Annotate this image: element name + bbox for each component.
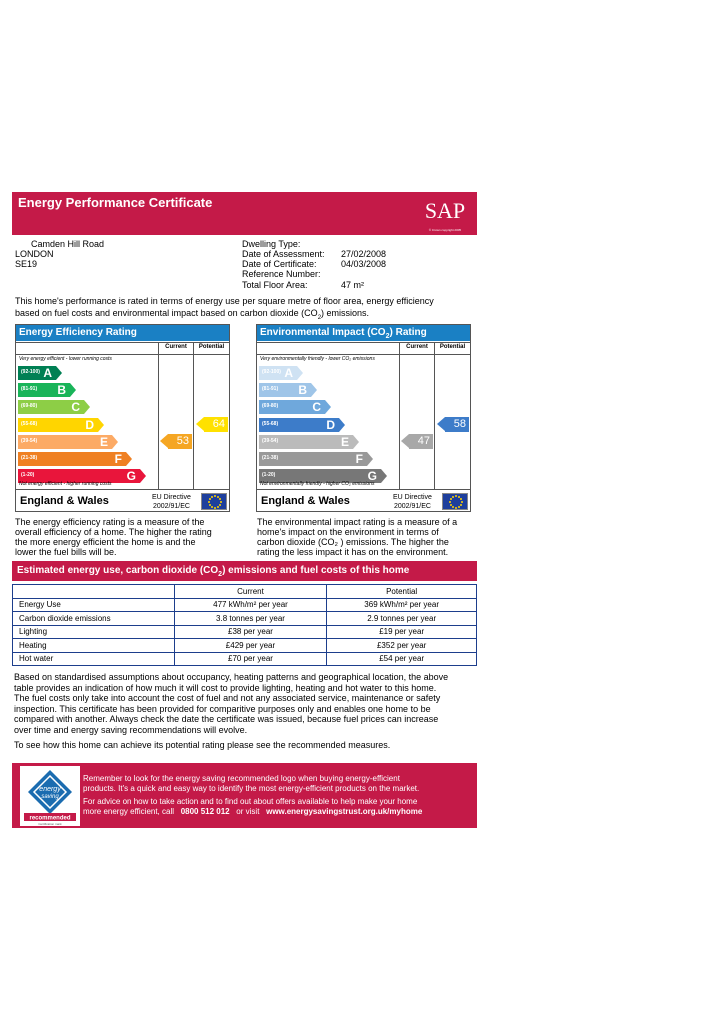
band-letter: C [71, 400, 80, 415]
environment-band-d [259, 418, 339, 432]
environment-explanation: The environmental impact rating is a measure of a home's impact on the environment in terms of carbon dioxide (CO₂ ) emissions. The higher the rating the less impact it has on the environment. [257, 517, 458, 557]
environment-band-a [259, 366, 297, 380]
assumptions-paragraph: Based on standardised assumptions about occupancy, heating patterns and geographical location, the above table provides an indication of how much it will cost to provide lighting, heating and hot water to this home. The fuel costs only take into account the cost of fuel and not any associated service, maintenance or safety inspection. This certificate has been provided for comparitive purposes only and enables one home to be compared with another. Always check the date the certificate was issued, because fuel prices can increase over time and energy saving recommendations will evolve. [14, 672, 449, 735]
band-letter: C [312, 400, 321, 415]
band-letter: B [57, 383, 66, 398]
certificate-title: Energy Performance Certificate [18, 195, 213, 210]
efficiency-potential-rating: 64 [204, 417, 228, 432]
band-letter: B [298, 383, 307, 398]
table-row: Heating £429 per year £352 per year [13, 639, 477, 653]
energy-saving-recommended-logo [20, 766, 80, 826]
band-range: (55-68) [21, 420, 38, 427]
certificate-date-value: 04/03/2008 [341, 259, 387, 269]
sap-logo-text: SAP [424, 198, 466, 223]
efficiency-eu-directive: EU Directive 2002/91/EC [152, 494, 191, 510]
efficiency-region: England & Wales [20, 495, 109, 507]
certificate-date-label: Date of Certificate: [242, 259, 317, 269]
table-row: Energy Use 477 kWh/m² per year 369 kWh/m² per year [13, 598, 477, 612]
band-letter: F [114, 452, 122, 466]
band-range: (39-54) [21, 437, 38, 444]
environment-bottom-note: Not environmentally friendly - higher CO₂ emissions [260, 481, 375, 487]
banner-line1: Remember to look for the energy saving recommended logo when buying energy-efficient [83, 774, 400, 783]
band-letter: D [85, 417, 94, 432]
dwelling-type-label: Dwelling Type: [242, 239, 301, 249]
efficiency-band-a [18, 366, 56, 380]
energy-efficiency-title: Energy Efficiency Rating [16, 325, 229, 341]
logo-word-saving: saving [41, 794, 59, 800]
logo-caption: Certification mark [38, 822, 62, 826]
table-header: Current [174, 585, 327, 599]
eu-flag-icon [201, 493, 227, 510]
banner-line3: For advice on how to take action and to find out about offers available to help make your home [83, 797, 418, 806]
environment-band-b [259, 383, 311, 397]
efficiency-current-rating: 53 [168, 434, 192, 449]
address-line2: LONDON [15, 249, 54, 259]
band-range: (92-100) [21, 369, 40, 375]
assessment-date-value: 27/02/2008 [341, 249, 387, 259]
table-row: Hot water £70 per year £54 per year [13, 652, 477, 666]
band-letter: D [326, 417, 335, 432]
energy-efficiency-panel [15, 324, 230, 512]
estimated-costs-title: Estimated energy use, carbon dioxide $(CO_2)$ emissions and fuel costs of this home [12, 561, 477, 581]
environment-current-header: Current [406, 344, 428, 350]
band-range: (1-20) [21, 472, 35, 479]
environment-current-rating: 47 [409, 434, 433, 449]
environment-potential-header: Potential [439, 344, 466, 350]
efficiency-potential-header: Potential [198, 344, 225, 350]
band-range: (92-100) [262, 369, 281, 375]
certificate-header [12, 192, 477, 235]
band-range: (69-80) [21, 403, 38, 410]
sap-logo-caption: © Crown copyright 2005 [428, 228, 462, 232]
environment-potential-rating: 58 [445, 417, 469, 432]
band-letter: A [43, 366, 52, 380]
table-header: Potential [327, 585, 477, 599]
efficiency-band-b [18, 383, 70, 397]
banner-line2: products. It's a quick and easy way to identify the most energy-efficient products on the market. [83, 784, 420, 793]
band-range: (1-20) [262, 472, 276, 479]
energy-saving-banner [12, 763, 477, 828]
environment-band-c [259, 400, 325, 414]
address-line3: SE19 [15, 259, 38, 269]
environment-band-e [259, 435, 353, 449]
efficiency-current-header: Current [165, 344, 187, 350]
environment-band-f [259, 452, 367, 466]
sap-logo [417, 198, 473, 232]
see-recommendations-text: To see how this home can achieve its potential rating please see the recommended measures. [14, 740, 391, 750]
environment-region: England & Wales [261, 495, 350, 507]
environmental-impact-title: Environmental Impact $(CO_2)$ Rating [257, 325, 470, 341]
banner-line4: more energy efficient, call 0800 512 012 or visit www.energysavingstrust.org.uk/myhome [83, 807, 423, 816]
table-row: Lighting £38 per year £19 per year [13, 625, 477, 639]
band-range: (21-38) [262, 455, 279, 461]
reference-number-label: Reference Number: [242, 269, 321, 279]
efficiency-band-e [18, 435, 112, 449]
intro-line1: This home's performance is rated in terms of energy use per square metre of floor area, energy efficiency [15, 296, 434, 306]
band-range: (81-91) [262, 386, 279, 393]
floor-area-label: Total Floor Area: [242, 280, 308, 290]
environment-eu-directive: EU Directive 2002/91/EC [393, 494, 432, 510]
efficiency-band-f [18, 452, 126, 466]
efficiency-band-d [18, 418, 98, 432]
eu-flag-icon [442, 493, 468, 510]
band-range: (55-68) [262, 420, 279, 427]
assessment-date-label: Date of Assessment: [242, 249, 325, 259]
band-letter: A [284, 366, 293, 380]
logo-label: recommended [29, 815, 71, 822]
logo-word-energy: energy [39, 786, 61, 793]
environment-top-note: Very environmentally friendly - lower CO₂ emissions [260, 356, 375, 362]
band-letter: G [126, 469, 136, 484]
band-range: (69-80) [262, 403, 279, 410]
environmental-impact-panel [256, 324, 471, 512]
table-row: Carbon dioxide emissions 3.8 tonnes per year 2.9 tonnes per year [13, 612, 477, 626]
address-line1: Camden Hill Road [31, 239, 105, 249]
table-header [13, 585, 175, 599]
efficiency-band-c [18, 400, 84, 414]
band-range: (21-38) [21, 455, 38, 461]
band-letter: G [367, 469, 377, 484]
band-letter: F [355, 452, 363, 466]
band-letter: E [340, 434, 349, 449]
band-range: (81-91) [21, 386, 38, 393]
efficiency-explanation: The energy efficiency rating is a measure of the overall efficiency of a home. The higher the rating the more energy efficient the home is and the lower the fuel bills will be. [15, 517, 212, 557]
band-range: (39-54) [262, 437, 279, 444]
estimated-costs-table [12, 584, 477, 666]
table-header-row [13, 585, 477, 599]
efficiency-bottom-note: Not energy efficient - higher running costs [19, 481, 112, 487]
banner-url[interactable]: www.energysavingstrust.org.uk/myhome [266, 807, 423, 816]
efficiency-top-note: Very energy efficient - lower running costs [19, 356, 112, 362]
floor-area-value: 47 m² [341, 280, 365, 290]
banner-phone: 0800 512 012 [180, 807, 230, 816]
intro-line2: based on fuel costs and environmental impact based on carbon dioxide $(CO_2)$ emissions. [15, 308, 370, 321]
band-letter: E [99, 434, 108, 449]
